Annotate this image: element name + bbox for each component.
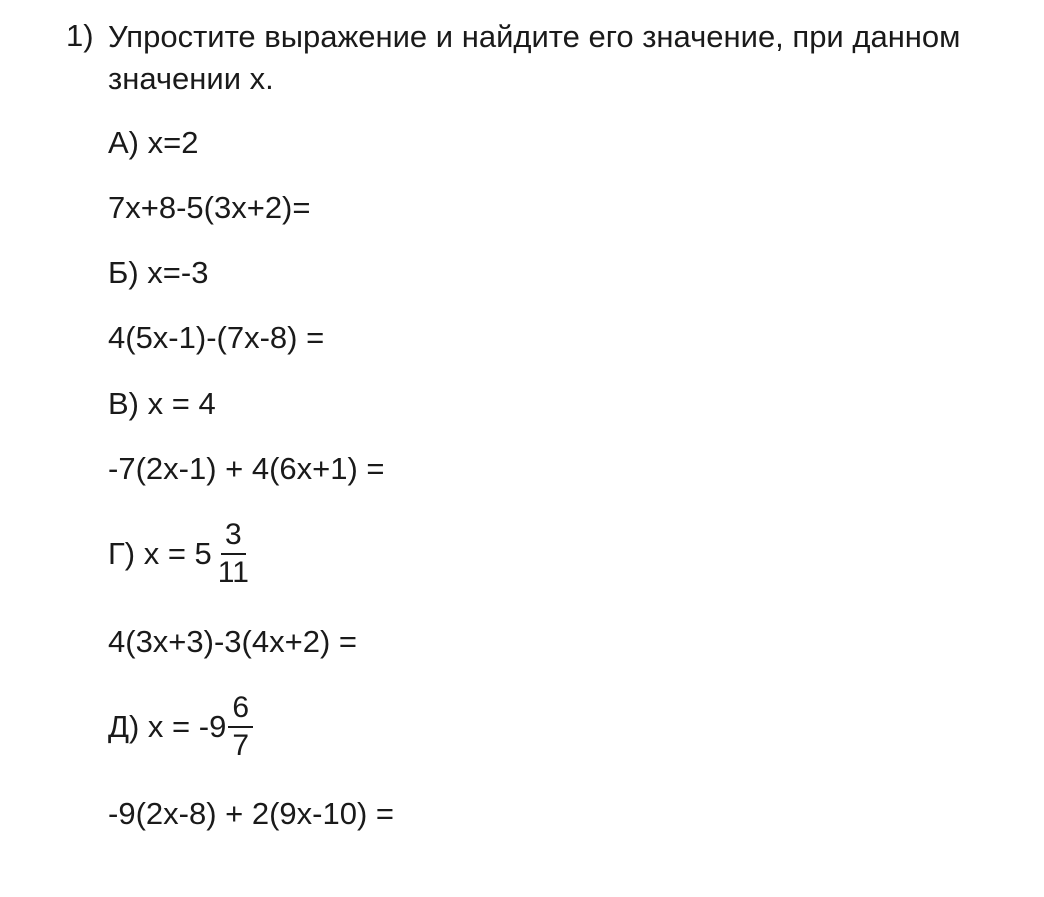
condition-v: В) х = 4	[108, 386, 216, 421]
condition-d	[108, 693, 253, 761]
condition-g-prefix: Г) х = 5	[108, 536, 212, 571]
expression-b: 4(5х-1)-(7х-8) =	[108, 320, 325, 355]
condition-d-prefix: Д) х = -9	[108, 709, 227, 744]
expression-a: 7х+8-5(3х+2)=	[108, 190, 311, 225]
fraction-g-denominator: 11	[217, 556, 249, 589]
fraction-g	[214, 520, 253, 588]
task-heading: Упростите выражение и найдите его значение, при данном значении х.	[108, 19, 961, 96]
task-number: 1)	[66, 18, 94, 53]
fraction-g-numerator: 3	[221, 520, 246, 555]
expression-v: -7(2х-1) + 4(6х+1) =	[108, 451, 385, 486]
fraction-d-denominator: 7	[232, 729, 250, 762]
condition-b: Б) х=-3	[108, 255, 209, 290]
fraction-d	[228, 693, 253, 761]
condition-g	[108, 520, 253, 588]
expression-d: -9(2х-8) + 2(9х-10) =	[108, 796, 394, 831]
expression-g: 4(3х+3)-3(4х+2) =	[108, 624, 357, 659]
condition-a: А) х=2	[108, 125, 199, 160]
fraction-d-numerator: 6	[228, 693, 253, 728]
